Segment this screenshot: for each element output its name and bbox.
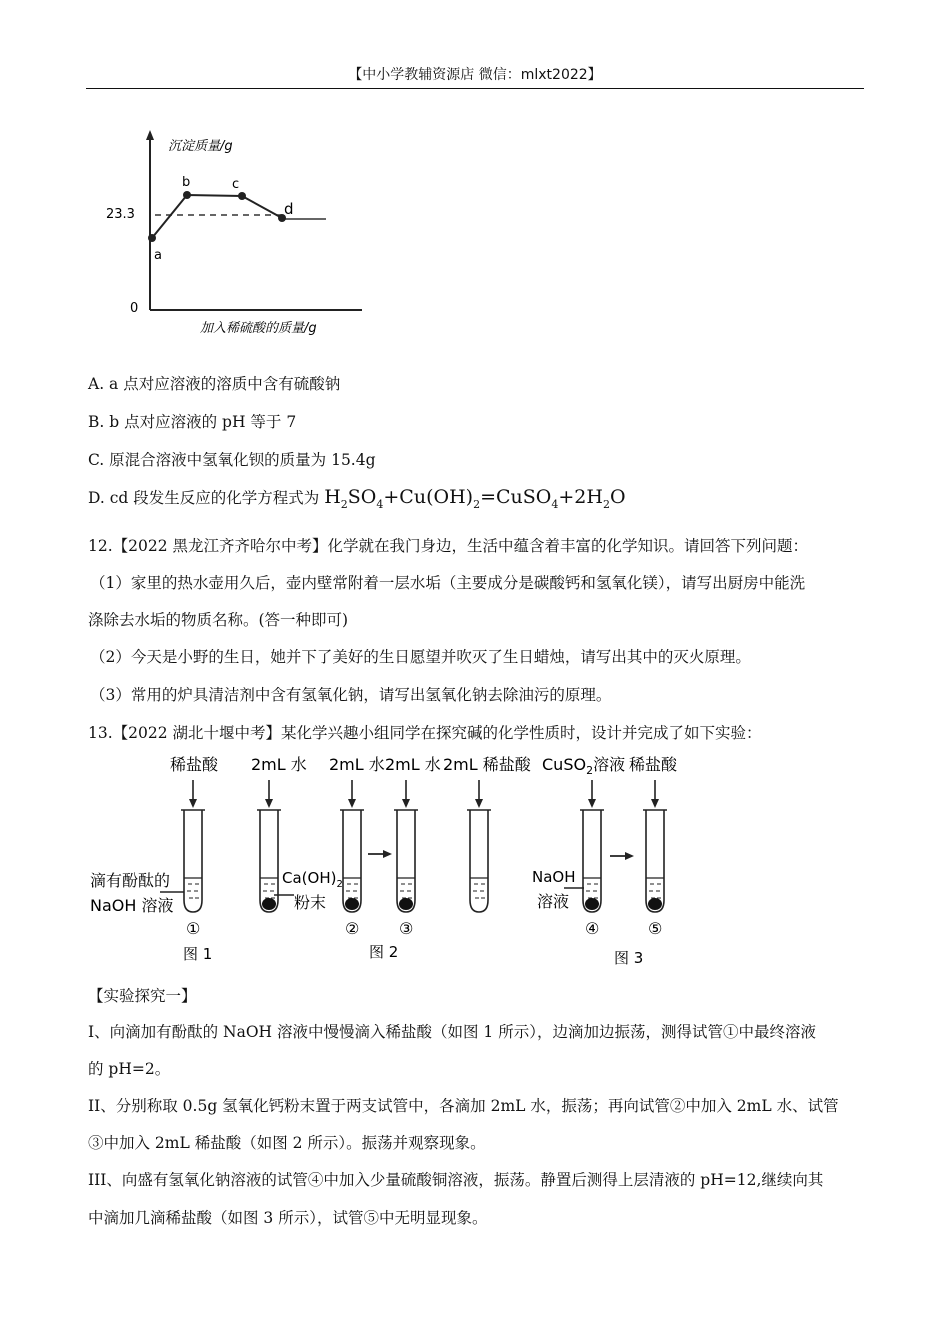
label-a: a: [154, 248, 162, 263]
q12-part3: （3）常用的炉具清洁剂中含有氢氧化钠，请写出氢氧化钠去除油污的原理。: [90, 686, 612, 704]
label-hcl-2: 2mL 稀盐酸: [443, 755, 531, 774]
arrow-down-5: [475, 780, 483, 808]
origin-label: 0: [130, 301, 139, 316]
step-1-b: 的 pH=2。: [88, 1060, 171, 1078]
option-b: B. b 点对应溶液的 pH 等于 7: [88, 413, 297, 431]
q12-stem: 12.【2022 黑龙江齐齐哈尔中考】化学就在我门身边，生活中蕴含着丰富的化学知识。请回答下列问题：: [88, 537, 809, 555]
arrow-down-2: [265, 780, 273, 808]
tube-number-4: ④: [585, 919, 600, 938]
y-axis-label: 沉淀质量/g: [168, 139, 233, 154]
step-2-a: II、分别称取 0.5g 氢氧化钙粉末置于两支试管中，各滴加 2mL 水，振荡；再向试管②中加入 2mL 水、试管: [88, 1097, 839, 1115]
arrow-down-1: [189, 780, 197, 808]
label-water-2: 2mL 水: [329, 755, 385, 774]
tube-extra: [467, 810, 491, 912]
precipitate-chart: [100, 118, 380, 348]
tube-4: [580, 810, 604, 912]
tube-5: [643, 810, 667, 912]
figure-3-caption: 图 3: [614, 949, 644, 967]
y-tick-label: 23.3: [106, 207, 135, 222]
naoh-phenol-label-1: 滴有酚酞的: [90, 871, 171, 890]
option-d-prefix: D. cd 段发生反应的化学方程式为: [88, 489, 320, 507]
tube-1: [181, 810, 205, 912]
label-d: d: [284, 200, 294, 218]
label-c: c: [232, 177, 240, 192]
q13-stem: 13.【2022 湖北十堰中考】某化学兴趣小组同学在探究碱的化学性质时，设计并完成了如下实验：: [88, 724, 762, 742]
caoh2-label: $Ca(OH)_2$: [282, 869, 343, 890]
label-cuso4: CuSO$_2$溶液: [542, 755, 626, 777]
label-hcl-3: 稀盐酸: [629, 755, 678, 774]
point-b: [183, 191, 191, 199]
step-3-a: III、向盛有氢氧化钠溶液的试管④中加入少量硫酸铜溶液，振荡。静置后测得上层清液的 pH=12,继续向其: [88, 1171, 824, 1189]
caoh2-powder-label: 粉末: [294, 893, 327, 912]
label-b: b: [182, 175, 191, 190]
experiment-figure: [88, 750, 708, 970]
option-a: A. a 点对应溶液的溶质中含有硫酸钠: [88, 375, 341, 393]
naoh-label-2: 溶液: [537, 892, 570, 911]
tube-number-3: ③: [399, 919, 414, 938]
tube-2a: [257, 810, 281, 912]
tube-number-2: ②: [345, 919, 360, 938]
step-1-a: I、向滴加有酚酞的 NaOH 溶液中慢慢滴入稀盐酸（如图 1 所示），边滴加边振荡，测得试管①中最终溶液: [88, 1023, 816, 1041]
tube-3: [394, 810, 418, 912]
arrow-down-4: [402, 780, 410, 808]
point-a: [148, 234, 156, 242]
option-d: [88, 486, 626, 511]
tube-number-5: ⑤: [648, 919, 663, 938]
step-2-b: ③中加入 2mL 稀盐酸（如图 2 所示）。振荡并观察现象。: [88, 1134, 486, 1152]
arrow-down-6: [588, 780, 596, 808]
q12-part2: （2）今天是小野的生日，她并下了美好的生日愿望并吹灭了生日蜡烛，请写出其中的灭火原理。: [90, 648, 751, 666]
label-hcl-1: 稀盐酸: [170, 755, 219, 774]
label-water-3: 2mL 水: [385, 755, 441, 774]
x-axis-label: 加入稀硫酸的质量/g: [200, 321, 317, 336]
curve: [152, 195, 282, 238]
step-3-b: 中滴加几滴稀盐酸（如图 3 所示），试管⑤中无明显现象。: [88, 1209, 488, 1227]
arrow-down-3: [348, 780, 356, 808]
arrow-down-7: [651, 780, 659, 808]
option-c: C. 原混合溶液中氢氧化钡的质量为 15.4g: [88, 451, 376, 469]
naoh-label-1: NaOH: [532, 868, 576, 886]
arrow-right-1: [368, 850, 392, 858]
header-rule: [86, 88, 864, 89]
option-d-formula: $H_2SO_4+Cu(OH)_2=CuSO_4+2H_2O$: [324, 486, 626, 511]
arrow-right-2: [610, 852, 634, 860]
naoh-phenol-label-2: NaOH 溶液: [90, 896, 174, 915]
page-header: 【中小学教辅资源店 微信：mlxt2022】: [348, 67, 602, 83]
tube-2: [340, 810, 364, 912]
figure-1-caption: 图 1: [183, 945, 213, 963]
label-water-1: 2mL 水: [251, 755, 307, 774]
explore-title: 【实验探究一】: [88, 987, 197, 1005]
q12-part1-a: （1）家里的热水壶用久后，壶内壁常附着一层水垢（主要成分是碳酸钙和氢氧化镁），请写出厨房中能洗: [90, 574, 806, 592]
point-c: [238, 192, 246, 200]
q12-part1-b: 涤除去水垢的物质名称。(答一种即可): [88, 611, 349, 629]
figure-2-caption: 图 2: [369, 943, 399, 961]
tube-number-1: ①: [186, 919, 201, 938]
